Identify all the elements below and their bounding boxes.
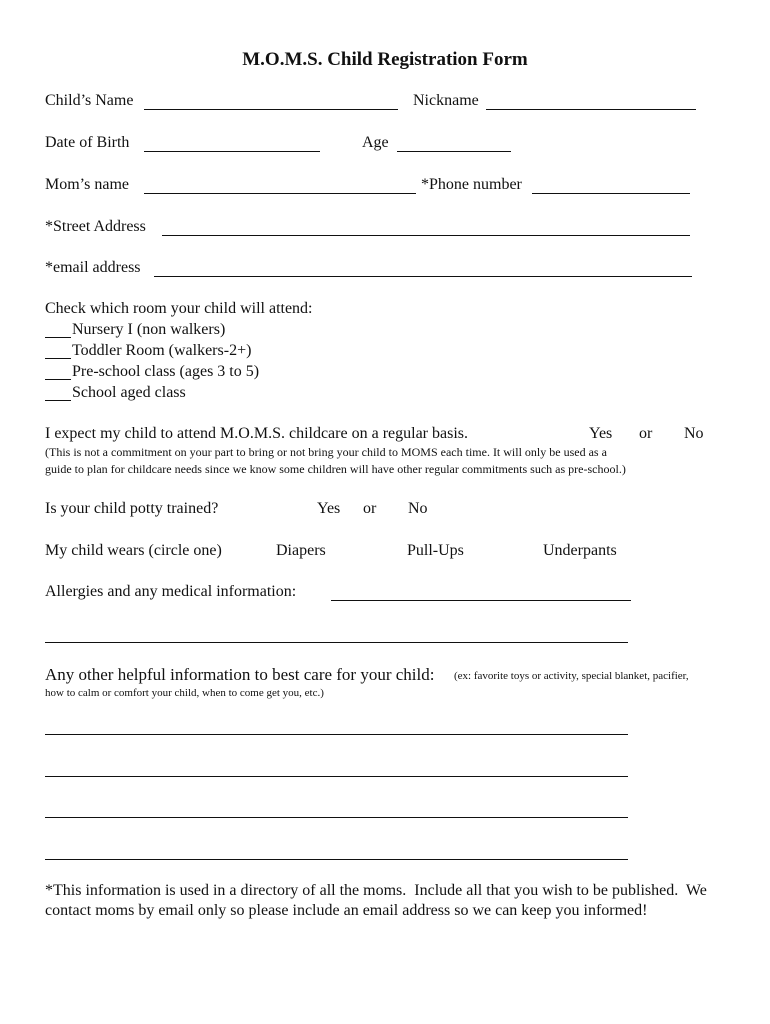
wears-option-underpants[interactable]: Underpants xyxy=(543,542,617,559)
wears-option-diapers[interactable]: Diapers xyxy=(276,542,326,559)
dob-field[interactable] xyxy=(144,151,320,152)
mom-name-field[interactable] xyxy=(144,193,416,194)
room-option-nursery: Nursery I (non walkers) xyxy=(72,321,226,338)
nickname-label: Nickname xyxy=(413,92,479,109)
potty-question: Is your child potty trained? xyxy=(45,500,219,517)
room-checkbox-toddler[interactable] xyxy=(45,358,71,359)
potty-no-option[interactable]: No xyxy=(408,500,428,517)
phone-field[interactable] xyxy=(532,193,690,194)
footnote-line2: contact moms by email only so please include an email address so we can keep you informed! xyxy=(45,902,648,919)
helpful-field-line3[interactable] xyxy=(45,817,628,818)
wears-question: My child wears (circle one) xyxy=(45,542,222,559)
potty-yes-option[interactable]: Yes xyxy=(317,500,341,517)
room-checkbox-preschool[interactable] xyxy=(45,379,71,380)
rooms-heading: Check which room your child will attend: xyxy=(45,300,313,317)
room-option-toddler: Toddler Room (walkers-2+) xyxy=(72,342,252,359)
age-field[interactable] xyxy=(397,151,511,152)
allergies-label: Allergies and any medical information: xyxy=(45,583,297,600)
child-name-field[interactable] xyxy=(144,109,398,110)
helpful-field-line1[interactable] xyxy=(45,734,628,735)
allergies-field[interactable] xyxy=(331,600,631,601)
potty-or: or xyxy=(363,500,377,517)
wears-option-pullups[interactable]: Pull-Ups xyxy=(407,542,464,559)
email-label: *email address xyxy=(45,259,141,276)
age-label: Age xyxy=(362,134,389,151)
street-field[interactable] xyxy=(162,235,690,236)
regular-note-line2: guide to plan for childcare needs since we know some children will have other regular commitments such as pre-school.) xyxy=(45,462,626,476)
child-name-label: Child’s Name xyxy=(45,92,134,109)
helpful-field-line4[interactable] xyxy=(45,859,628,860)
regular-or: or xyxy=(639,425,653,442)
regular-yes-option[interactable]: Yes xyxy=(589,425,613,442)
dob-label: Date of Birth xyxy=(45,134,130,151)
helpful-label: Any other helpful information to best care for your child: xyxy=(45,665,435,684)
regular-question: I expect my child to attend M.O.M.S. childcare on a regular basis. xyxy=(45,425,468,442)
mom-name-label: Mom’s name xyxy=(45,176,129,193)
email-field[interactable] xyxy=(154,276,692,277)
helpful-example-line1: (ex: favorite toys or activity, special blanket, pacifier, xyxy=(454,670,689,682)
room-option-school: School aged class xyxy=(72,384,186,401)
room-checkbox-school[interactable] xyxy=(45,400,71,401)
room-checkbox-nursery[interactable] xyxy=(45,337,71,338)
helpful-field-line2[interactable] xyxy=(45,776,628,777)
allergies-field-line2[interactable] xyxy=(45,642,628,643)
nickname-field[interactable] xyxy=(486,109,696,110)
regular-no-option[interactable]: No xyxy=(684,425,704,442)
footnote-line1: *This information is used in a directory of all the moms. Include all that you wish to be published. We xyxy=(45,882,707,899)
street-label: *Street Address xyxy=(45,218,146,235)
regular-note-line1: (This is not a commitment on your part to bring or not bring your child to MOMS each time. It will only be used as a xyxy=(45,445,607,459)
phone-label: *Phone number xyxy=(421,176,522,193)
helpful-example-line2: how to calm or comfort your child, when to come get you, etc.) xyxy=(45,687,324,699)
room-option-preschool: Pre-school class (ages 3 to 5) xyxy=(72,363,260,380)
form-title: M.O.M.S. Child Registration Form xyxy=(242,49,528,70)
